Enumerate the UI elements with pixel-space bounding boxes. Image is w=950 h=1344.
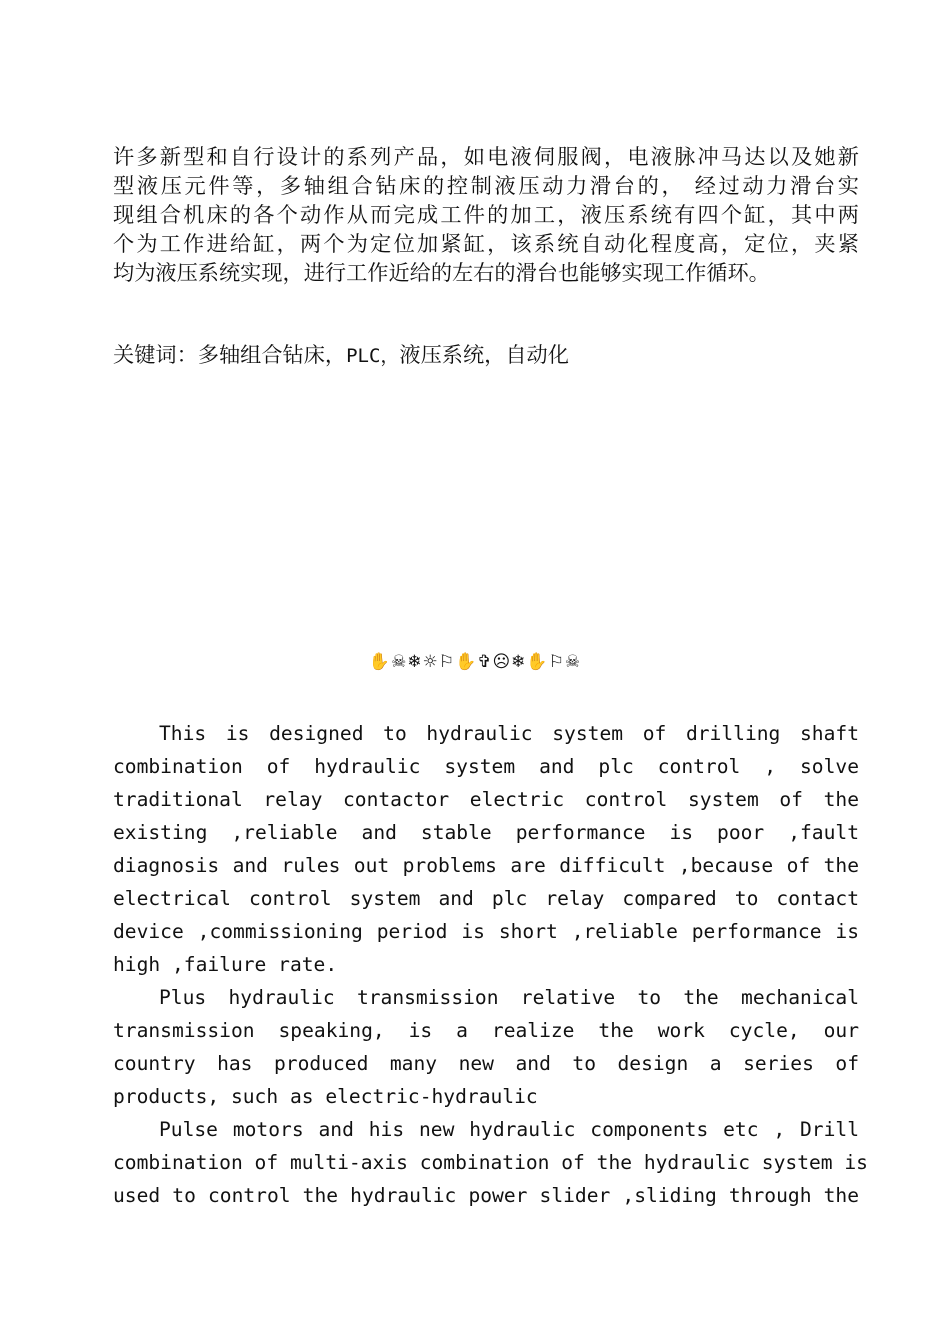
chinese-abstract-line: 现组合机床的各个动作从而完成工件的加工，液压系统有四个缸，其中两 — [113, 202, 859, 227]
keywords-label: 关键词： — [113, 342, 198, 367]
english-abstract-line: country has produced many new and to design a series of — [113, 1052, 859, 1075]
english-abstract-line: high ,failure rate. — [113, 953, 338, 976]
english-abstract-line: combination of multi-axis combination of the hydraulic system is — [113, 1151, 868, 1174]
keywords-plc: PLC， — [346, 345, 400, 367]
english-abstract-title: ✋☠❄☼⚐✋✞☹❄✋⚐☠ — [368, 652, 582, 672]
english-abstract-line: Plus hydraulic transmission relative to the mechanical — [159, 986, 859, 1009]
chinese-abstract-line: 个为工作进给缸，两个为定位加紧缸，该系统自动化程度高，定位，夹紧 — [113, 231, 859, 256]
english-abstract-line: combination of hydraulic system and plc control , solve — [113, 755, 859, 778]
chinese-abstract-line: 许多新型和自行设计的系列产品，如电液伺服阀，电液脉冲马达以及她新 — [113, 144, 859, 169]
chinese-abstract — [113, 142, 859, 287]
chinese-keywords — [113, 340, 569, 371]
english-abstract-line: traditional relay contactor electric control system of the — [113, 788, 859, 811]
english-abstract-line: existing ,reliable and stable performance is poor ,fault — [113, 821, 859, 844]
english-abstract-line: transmission speaking, is a realize the work cycle, our — [113, 1019, 859, 1042]
english-abstract-line: This is designed to hydraulic system of drilling shaft — [159, 722, 859, 745]
english-abstract — [113, 717, 868, 1212]
english-abstract-line: products, such as electric-hydraulic — [113, 1085, 538, 1108]
chinese-abstract-line: 均为液压系统实现，进行工作近给的左右的滑台也能够实现工作循环。 — [113, 260, 770, 285]
keywords-part: 多轴组合钻床， — [197, 342, 347, 367]
english-abstract-line: Pulse motors and his new hydraulic components etc , Drill — [159, 1118, 859, 1141]
english-abstract-line: diagnosis and rules out problems are difficult ,because of the — [113, 854, 859, 877]
english-abstract-line: device ,commissioning period is short ,reliable performance is — [113, 920, 859, 943]
keywords-part: 液压系统，自动化 — [399, 342, 569, 367]
english-abstract-line: used to control the hydraulic power slider ,sliding through the — [113, 1184, 859, 1207]
english-abstract-line: electrical control system and plc relay compared to contact — [113, 887, 859, 910]
chinese-abstract-line: 型液压元件等，多轴组合钻床的控制液压动力滑台的， 经过动力滑台实 — [113, 173, 859, 198]
